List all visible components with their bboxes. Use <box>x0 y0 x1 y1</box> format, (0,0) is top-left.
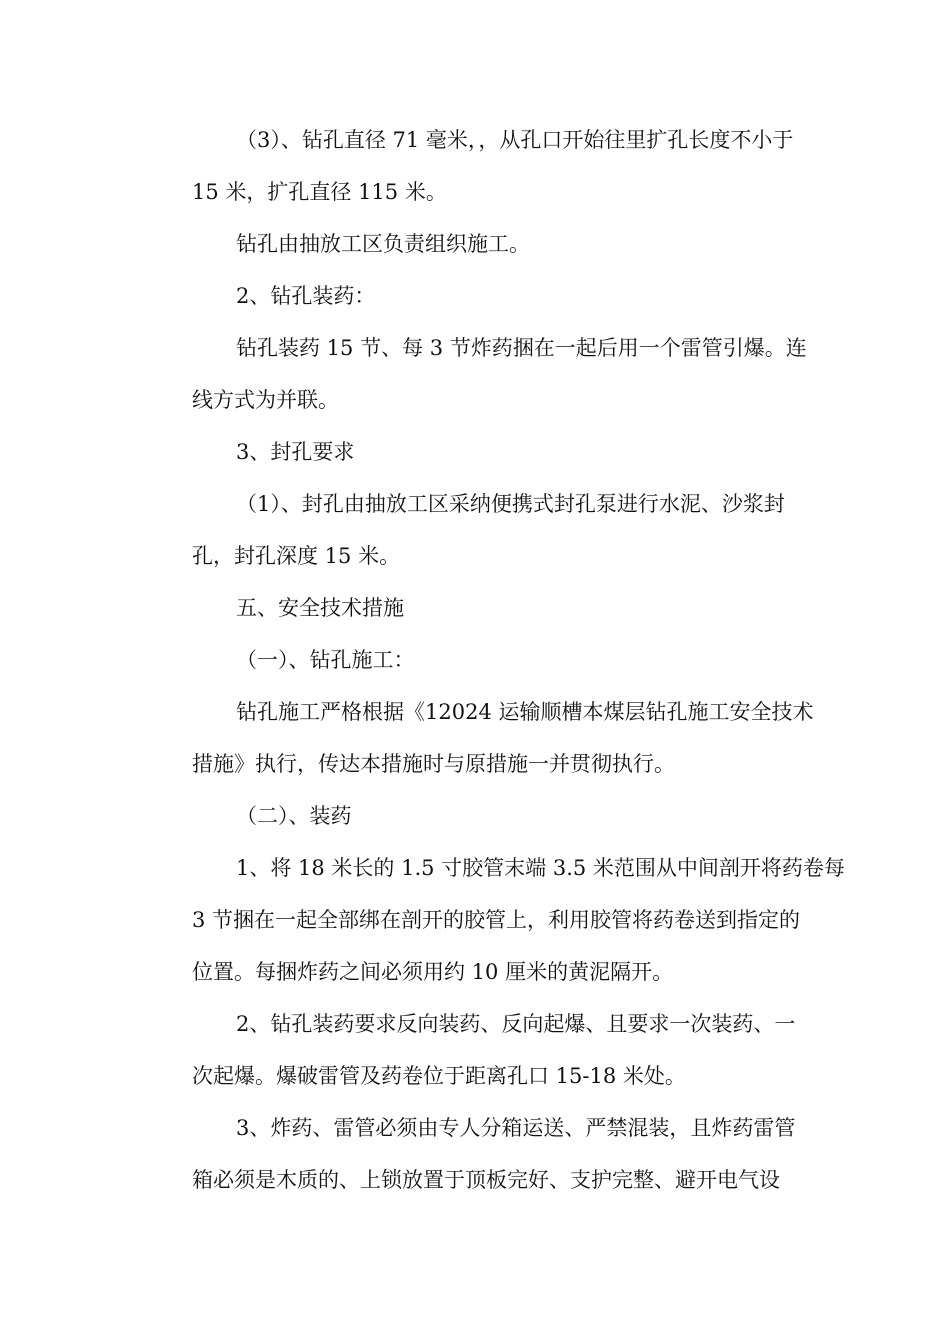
paragraph-charging-step-3 <box>148 1102 804 1206</box>
text-line: （二）、装药 <box>236 804 352 828</box>
paragraph-charging-step-1 <box>148 842 845 998</box>
paragraph-charging-step-2 <box>148 998 804 1102</box>
text-line: 3、炸药、雷管必须由专人分箱运送、严禁混装，且炸药雷管 <box>236 1116 796 1140</box>
text-line: 2、钻孔装药要求反向装药、反向起爆、且要求一次装药、一 <box>236 1012 796 1036</box>
paragraph-drilling-construction <box>148 686 814 790</box>
text-line: （3）、钻孔直径 71 毫米，，从孔口开始往里扩孔长度不小于 <box>236 128 794 152</box>
text-line: 措施》执行，传达本措施时与原措施一并贯彻执行。 <box>192 752 675 776</box>
heading-drilling-charging <box>148 270 804 322</box>
text-line: 线方式为并联。 <box>192 388 339 412</box>
heading-sealing-requirements <box>148 426 804 478</box>
text-line: （1）、封孔由抽放工区采纳便携式封孔泵进行水泥、沙浆封 <box>236 492 785 516</box>
text-line: 钻孔由抽放工区负责组织施工。 <box>236 232 530 256</box>
subheading-charging <box>148 790 804 842</box>
text-line: 次起爆。爆破雷管及药卷位于距离孔口 15-18 米处。 <box>192 1064 686 1088</box>
text-line: 2、钻孔装药： <box>236 284 376 308</box>
document-body <box>148 114 845 1206</box>
text-line: 钻孔施工严格根据《12024 运输顺槽本煤层钻孔施工安全技术 <box>236 700 814 724</box>
paragraph-sealing-method <box>148 478 804 582</box>
text-line: 1、将 18 米长的 1.5 寸胶管末端 3.5 米范围从中间剖开将药卷每 <box>236 856 845 880</box>
text-line: 15 米，扩孔直径 115 米。 <box>192 180 447 204</box>
paragraph-drilling-diameter <box>148 114 804 218</box>
text-line: 3 节捆在一起全部绑在剖开的胶管上，利用胶管将药卷送到指定的 <box>192 908 801 932</box>
text-line: 孔，封孔深度 15 米。 <box>192 544 401 568</box>
text-line: （一）、钻孔施工： <box>236 648 415 672</box>
subheading-drilling-construction <box>148 634 804 686</box>
paragraph-charging-method <box>148 322 807 426</box>
heading-safety-measures <box>148 582 804 634</box>
text-line: 箱必须是木质的、上锁放置于顶板完好、支护完整、避开电气设 <box>192 1168 780 1192</box>
text-line: 3、封孔要求 <box>236 440 355 464</box>
paragraph-drilling-organization <box>148 218 804 270</box>
text-line: 位置。每捆炸药之间必须用约 10 厘米的黄泥隔开。 <box>192 960 674 984</box>
text-line: 钻孔装药 15 节、每 3 节炸药捆在一起后用一个雷管引爆。连 <box>236 336 807 360</box>
text-line: 五、安全技术措施 <box>236 596 404 620</box>
